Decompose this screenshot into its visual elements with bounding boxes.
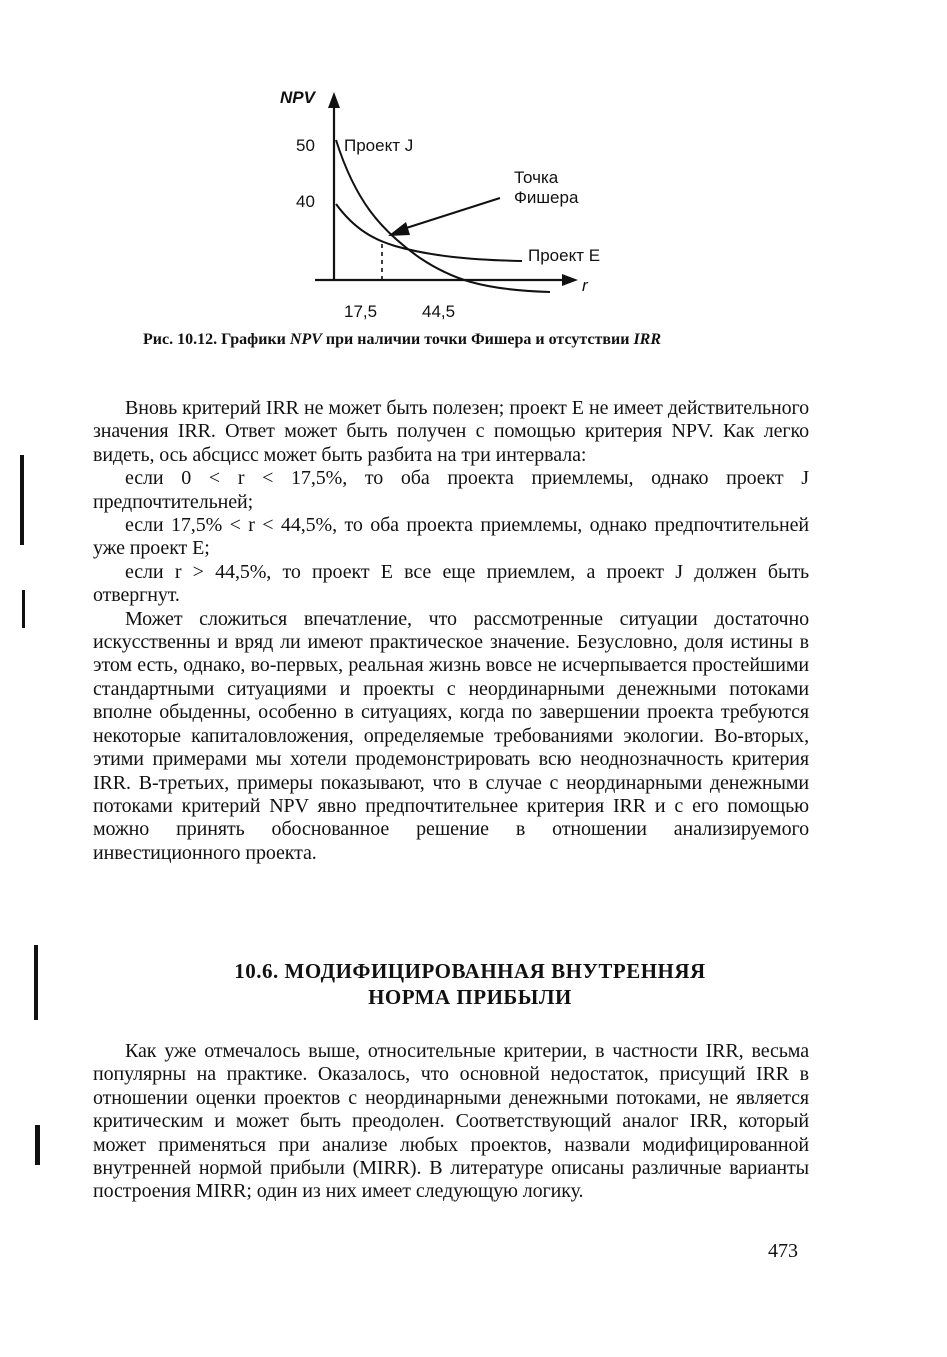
scan-margin-mark [22, 590, 25, 628]
paragraph: если 17,5% < r < 44,5%, то оба проекта приемлемы, однако предпочтительней уже проект E; [93, 514, 809, 560]
caption-irr: IRR [633, 331, 662, 348]
scan-margin-mark [35, 1125, 40, 1165]
scan-margin-mark [20, 455, 24, 545]
npv-graph [260, 80, 660, 330]
paragraph: Может сложиться впечатление, что рассмотренные ситуации достаточно искусственны и вряд ли имеют практическое значение. Безусловно, доля истины в этом есть, однако, во-первых, реальная жизнь вовсе не исчерпывается простейшими стандартными ситуациями и проекты с неординарными денежными потоками вполне обыденны, особенно в ситуациях, когда по завершении проекта требуются некоторые капиталовложения, определяемые требованиями экологии. Во-вторых, этими примерами мы хотели продемонстрировать всю неоднозначность критерия IRR. В-третьих, примеры показывают, что в случае с неординарными денежными потоками критерий NPV явно предпочтительнее критерия IRR и с его помощью можно принять обоснованное решение в отношении анализируемого инвестиционного проекта. [93, 607, 809, 864]
section-heading-line2: НОРМА ПРИБЫЛИ [368, 985, 572, 1009]
curve-project-e [336, 204, 522, 261]
fisher-arrow-head [388, 222, 410, 236]
section-body-text [93, 1040, 809, 1204]
label-fisher-line1: Точка [514, 168, 559, 187]
tick-40: 40 [296, 192, 315, 211]
caption-npv: NPV [289, 331, 322, 348]
body-text [93, 397, 809, 865]
caption-middle: при наличии точки Фишера и отсутствии [321, 331, 634, 348]
label-project-j: Проект J [344, 136, 414, 155]
fisher-arrow-line [400, 198, 500, 230]
x-axis-arrow [562, 274, 578, 286]
figure-caption [143, 331, 803, 349]
paragraph: Вновь критерий IRR не может быть полезен; проект E не имеет действительного значения IRR. Ответ может быть получен с помощью критерия NPV. Как легко видеть, ось абсцисс может быть разбита на три интервала: [93, 397, 809, 466]
section-heading-line1: 10.6. МОДИФИЦИРОВАННАЯ ВНУТРЕННЯЯ [234, 959, 706, 983]
y-axis-arrow [328, 92, 340, 108]
caption-prefix: Рис. 10.12. Графики [143, 331, 290, 348]
tick-50: 50 [296, 136, 315, 155]
section-heading [150, 958, 790, 1010]
label-project-e: Проект E [528, 246, 601, 265]
paragraph: Как уже отмечалось выше, относительные критерии, в частности IRR, весьма популярны на практике. Оказалось, что основной недостаток, присущий IRR в отношении оценки проектов с неординарными денежными потоками, не является критическим и может быть преодолен. Соответствующий аналог IRR, который может применяться при анализе любых проектов, назвали модифицированной внутренней нормой прибыли (MIRR). В литературе описаны различные варианты построения MIRR; один из них имеет следующую логику. [93, 1040, 809, 1203]
paragraph: если 0 < r < 17,5%, то оба проекта приемлемы, однако проект J предпочтительней; [93, 467, 809, 513]
page-number: 473 [768, 1240, 798, 1262]
scan-margin-mark [34, 945, 38, 1020]
y-axis-label: NPV [280, 88, 315, 107]
x-axis-label: r [582, 276, 588, 295]
tick-44-5: 44,5 [422, 302, 456, 321]
paragraph: если r > 44,5%, то проект E все еще приемлем, а проект J должен быть отвергнут. [93, 560, 809, 607]
figure-npv-fisher [260, 80, 660, 330]
label-fisher-line2: Фишера [514, 188, 579, 207]
tick-17-5: 17,5 [344, 302, 378, 321]
